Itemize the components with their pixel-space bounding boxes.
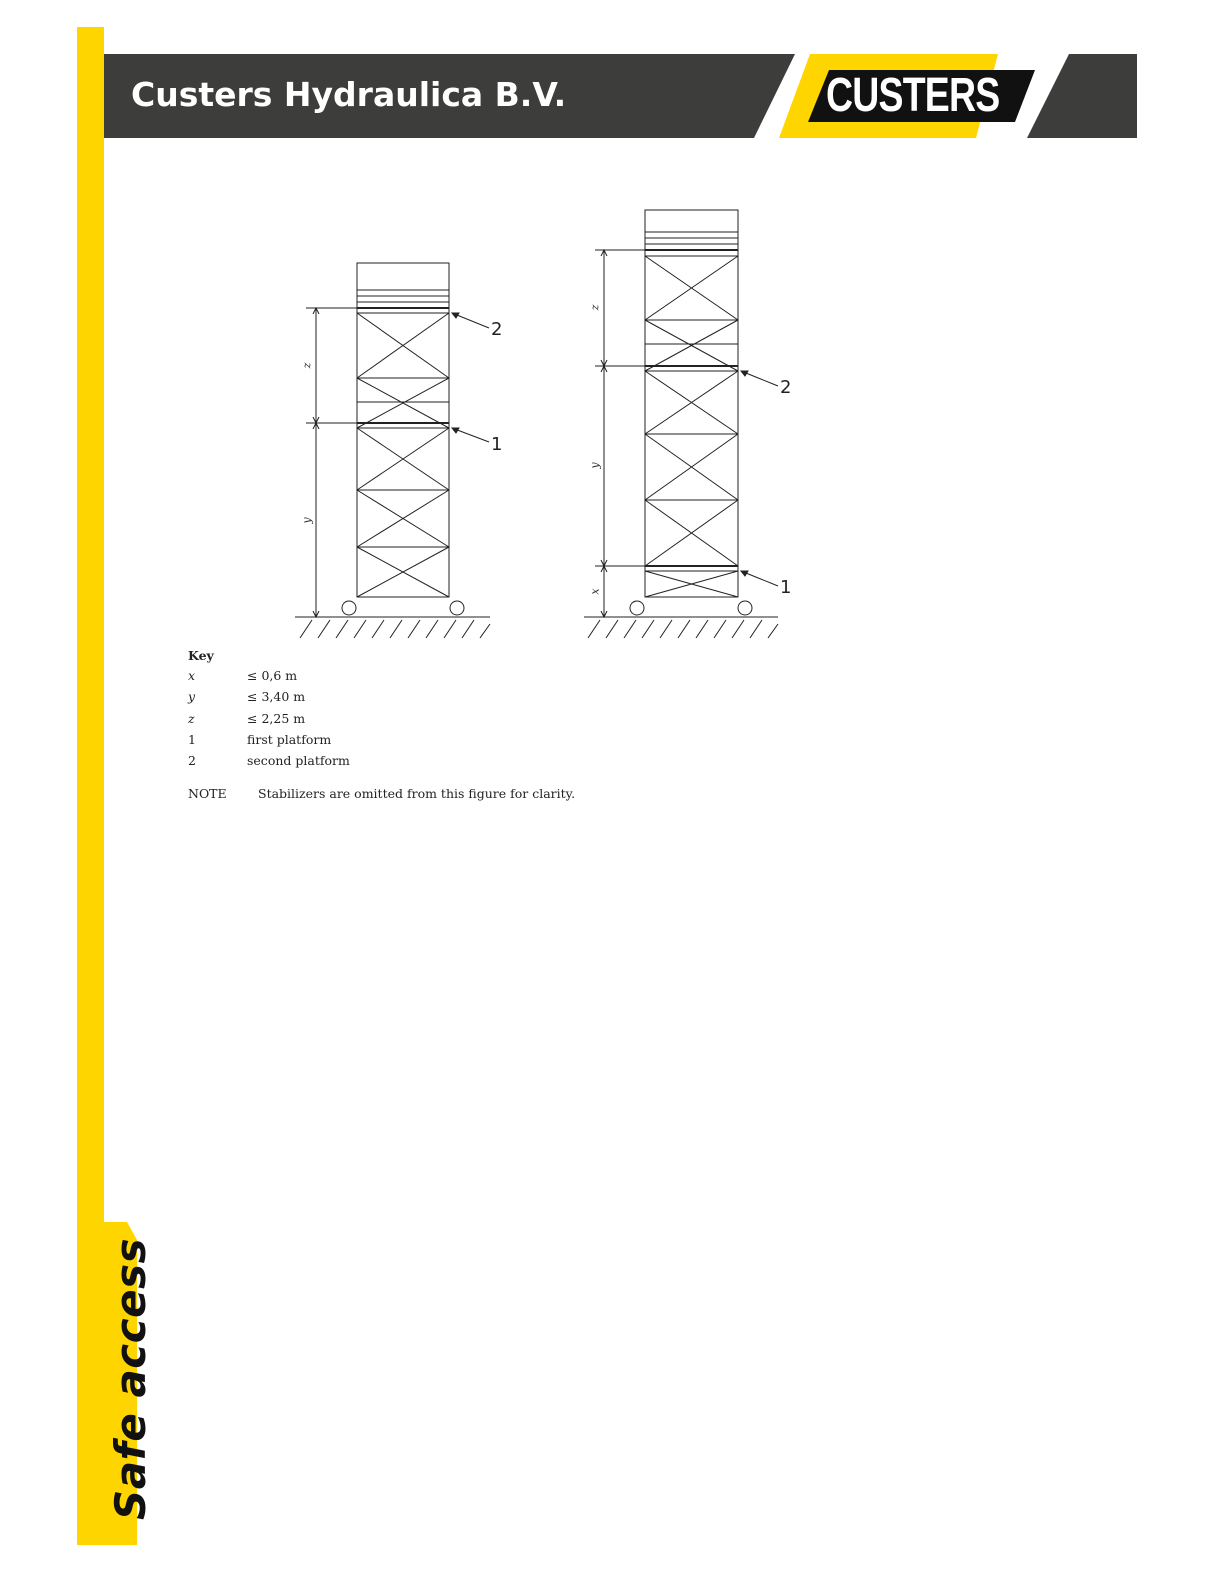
right-dim-z: z [588, 304, 602, 311]
custers-logo: CUSTERS [826, 69, 1000, 122]
key-row [188, 710, 306, 732]
key-definition: ≤ 2,25 m [247, 710, 306, 726]
company-name: Custers Hydraulica B.V. [131, 75, 567, 114]
left-dim-z: z [300, 362, 314, 369]
key-row [188, 731, 332, 753]
right-dim-y: y [588, 462, 602, 469]
key-symbol: x [188, 668, 196, 683]
figure-key [188, 648, 350, 774]
left-callout-second-platform: 2 [491, 319, 503, 340]
key-definition: second platform [247, 753, 350, 769]
key-row [188, 753, 350, 774]
key-row [188, 689, 306, 710]
key-definition: ≤ 0,6 m [247, 668, 298, 683]
key-symbol: 2 [188, 753, 196, 769]
left-dim-y: y [300, 517, 314, 524]
key-row [188, 668, 298, 689]
right-tower [584, 210, 778, 638]
key-title: Key [188, 648, 214, 663]
note-text: Stabilizers are omitted from this figure for clarity. [258, 786, 576, 801]
note-label: NOTE [188, 786, 227, 801]
key-symbol: z [188, 710, 195, 726]
key-symbol: 1 [188, 731, 196, 747]
left-tower [295, 263, 490, 638]
key-definition: first platform [247, 731, 332, 747]
key-definition: ≤ 3,40 m [247, 689, 306, 705]
key-symbol: y [188, 689, 196, 705]
left-callout-first-platform: 1 [491, 434, 503, 455]
right-callout-second-platform: 2 [780, 377, 792, 398]
sidebar-label: Safe access [106, 1237, 155, 1520]
right-dim-x: x [588, 588, 602, 595]
right-callout-first-platform: 1 [780, 577, 792, 598]
